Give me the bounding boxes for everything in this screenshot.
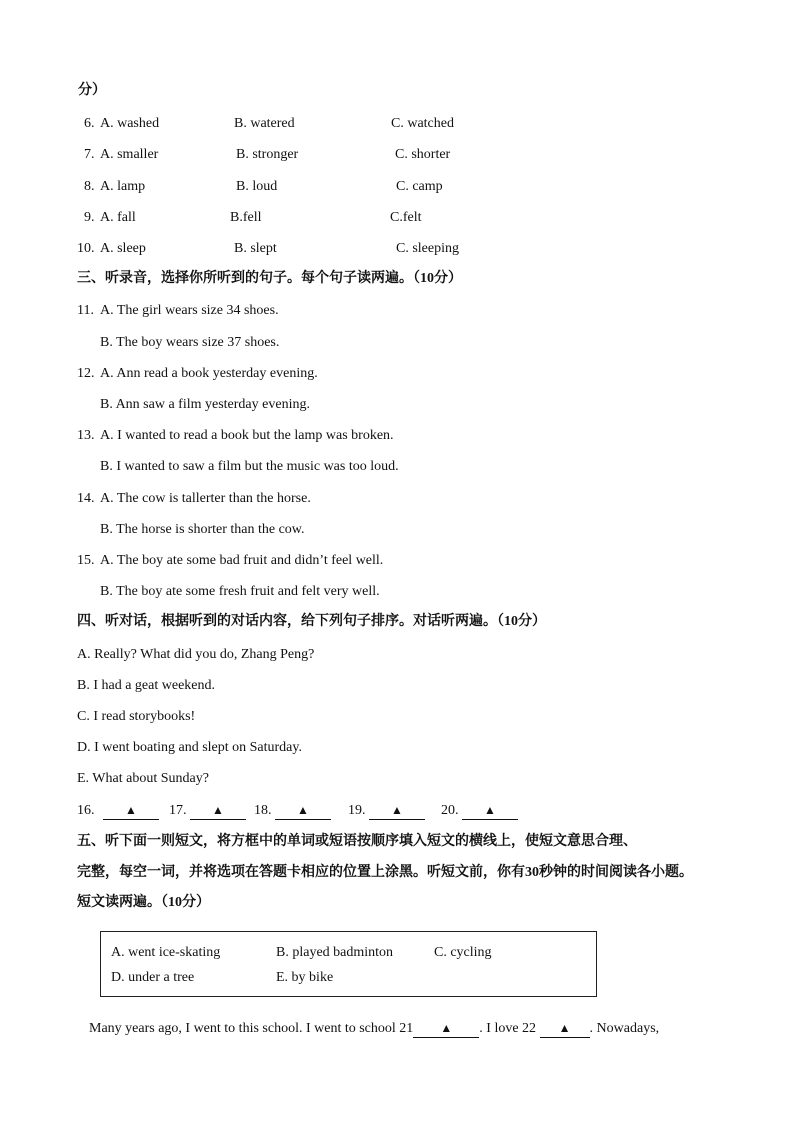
blank-19[interactable] bbox=[369, 802, 425, 820]
sentence-d: D. I went boating and slept on Saturday. bbox=[77, 740, 302, 755]
passage-text-1: Many years ago, I went to this school. I went to school 21 bbox=[89, 1021, 414, 1036]
q6-option-a: A. washed bbox=[100, 116, 160, 131]
sentence-a: A. Really? What did you do, Zhang Peng? bbox=[77, 647, 315, 662]
blank-20[interactable] bbox=[462, 802, 518, 820]
q8-option-b: B. loud bbox=[236, 179, 278, 194]
blank-17-label: 17. bbox=[169, 803, 187, 818]
blank-18[interactable] bbox=[275, 802, 331, 820]
q10-number: 10. bbox=[77, 241, 95, 256]
q13-option-b: B. I wanted to saw a film but the music was too loud. bbox=[100, 459, 399, 474]
sentence-e: E. What about Sunday? bbox=[77, 771, 209, 786]
q7-option-a: A. smaller bbox=[100, 147, 159, 162]
q15-option-b: B. The boy ate some fresh fruit and felt very well. bbox=[100, 584, 380, 599]
section5-heading-line1: 五、听下面一则短文，将方框中的单词或短语按顺序填入短文的横线上，使短文意思合理、 bbox=[77, 834, 637, 849]
q10-option-b: B. slept bbox=[234, 241, 277, 256]
word-option-d: D. under a tree bbox=[111, 970, 195, 985]
word-option-a: A. went ice-skating bbox=[111, 945, 221, 960]
sentence-c: C. I read storybooks! bbox=[77, 709, 196, 724]
q10-option-c: C. sleeping bbox=[396, 241, 459, 256]
q7-number: 7. bbox=[84, 147, 95, 162]
q6-number: 6. bbox=[84, 116, 95, 131]
triangle-marker-icon: ▲ bbox=[440, 1021, 453, 1035]
blank-20-label: 20. bbox=[441, 803, 459, 818]
section4-heading: 四、听对话，根据听到的对话内容，给下列句子排序。对话听两遍。（10分） bbox=[77, 614, 546, 629]
q13-option-a: A. I wanted to read a book but the lamp was broken. bbox=[100, 428, 394, 443]
triangle-marker-icon: ▲ bbox=[125, 803, 137, 817]
q9-option-b: B.fell bbox=[230, 210, 262, 225]
q10-option-a: A. sleep bbox=[100, 241, 146, 256]
blank-19-label: 19. bbox=[348, 803, 366, 818]
blank-16[interactable] bbox=[103, 802, 159, 820]
q14-option-b: B. The horse is shorter than the cow. bbox=[100, 522, 305, 537]
triangle-marker-icon: ▲ bbox=[391, 803, 403, 817]
passage-line bbox=[89, 1020, 659, 1038]
q9-option-a: A. fall bbox=[100, 210, 136, 225]
section5-heading-line3: 短文读两遍。（10分） bbox=[77, 895, 210, 910]
q14-number: 14. bbox=[77, 491, 95, 506]
q9-option-c: C.felt bbox=[390, 210, 422, 225]
q8-number: 8. bbox=[84, 179, 95, 194]
triangle-marker-icon: ▲ bbox=[484, 803, 496, 817]
triangle-marker-icon: ▲ bbox=[558, 1021, 571, 1035]
q15-option-a: A. The boy ate some bad fruit and didn’t feel well. bbox=[100, 553, 384, 568]
q9-number: 9. bbox=[84, 210, 95, 225]
q12-number: 12. bbox=[77, 366, 95, 381]
q8-option-c: C. camp bbox=[396, 179, 443, 194]
q8-option-a: A. lamp bbox=[100, 179, 146, 194]
triangle-marker-icon: ▲ bbox=[297, 803, 309, 817]
word-option-e: E. by bike bbox=[276, 970, 334, 985]
word-bank-box bbox=[100, 931, 597, 997]
q6-option-c: C. watched bbox=[391, 116, 454, 131]
triangle-marker-icon: ▲ bbox=[212, 803, 224, 817]
passage-text-3: . Nowadays, bbox=[589, 1021, 660, 1036]
q11-option-a: A. The girl wears size 34 shoes. bbox=[100, 303, 279, 318]
q11-option-b: B. The boy wears size 37 shoes. bbox=[100, 335, 280, 350]
blank-17[interactable] bbox=[190, 802, 246, 820]
blank-22[interactable] bbox=[540, 1020, 590, 1038]
section5-heading-line2: 完整，每空一词，并将选项在答题卡相应的位置上涂黑。听短文前，你有30秒钟的时间阅读各小题。 bbox=[77, 865, 693, 880]
q7-option-b: B. stronger bbox=[236, 147, 299, 162]
blank-21[interactable] bbox=[413, 1020, 479, 1038]
q11-number: 11. bbox=[77, 303, 94, 318]
q15-number: 15. bbox=[77, 553, 95, 568]
word-option-b: B. played badminton bbox=[276, 945, 394, 960]
passage-text-2: . I love 22 bbox=[479, 1021, 537, 1036]
q12-option-a: A. Ann read a book yesterday evening. bbox=[100, 366, 318, 381]
q14-option-a: A. The cow is tallerter than the horse. bbox=[100, 491, 311, 506]
section3-heading: 三、听录音，选择你所听到的句子。每个句子读两遍。（10分） bbox=[77, 271, 462, 286]
top-fragment: 分） bbox=[78, 83, 106, 98]
word-option-c: C. cycling bbox=[434, 945, 492, 960]
q12-option-b: B. Ann saw a film yesterday evening. bbox=[100, 397, 310, 412]
q13-number: 13. bbox=[77, 428, 95, 443]
blank-18-label: 18. bbox=[254, 803, 272, 818]
sentence-b: B. I had a geat weekend. bbox=[77, 678, 215, 693]
blank-16-label: 16. bbox=[77, 803, 95, 818]
q7-option-c: C. shorter bbox=[395, 147, 451, 162]
q6-option-b: B. watered bbox=[234, 116, 295, 131]
